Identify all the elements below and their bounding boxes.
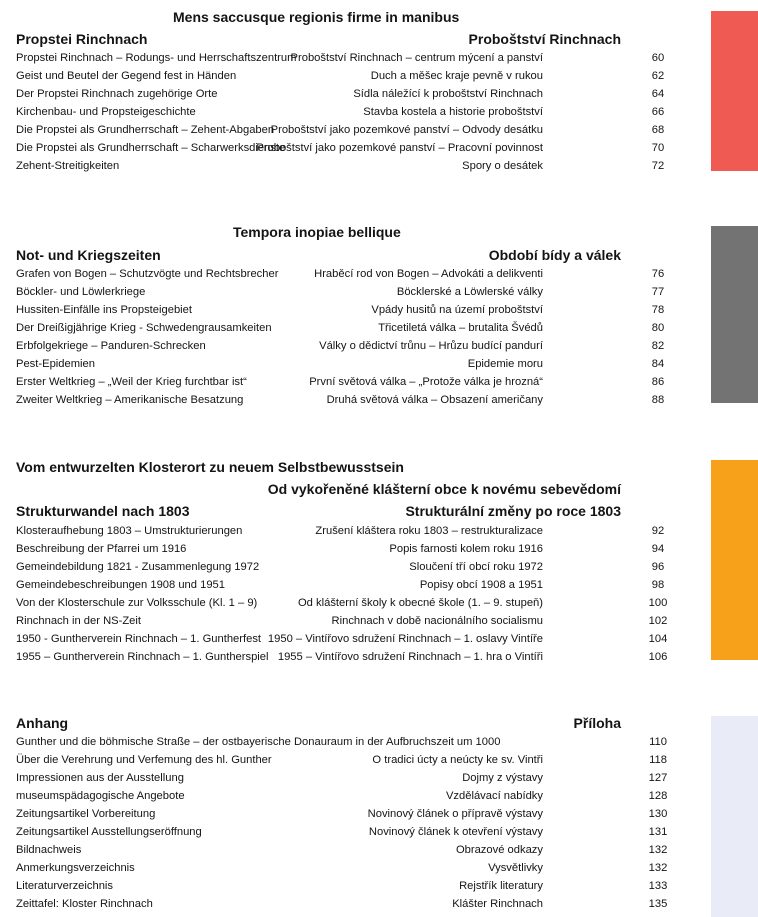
toc-entry-cz: Dojmy z výstavy — [462, 772, 543, 784]
page-number: 104 — [648, 633, 668, 645]
toc-entry-de: Kirchenbau- und Propsteigeschichte — [16, 106, 196, 118]
toc-row[interactable] — [0, 790, 680, 808]
toc-row[interactable] — [0, 106, 680, 124]
toc-row[interactable] — [0, 736, 680, 754]
toc-entry-cz: Rinchnach v době nacionálního socialismu — [331, 615, 543, 627]
toc-entry-cz: Proboštství jako pozemkové panství – Odvody desátku — [270, 124, 543, 136]
toc-row[interactable] — [0, 579, 680, 597]
toc-row[interactable] — [0, 304, 680, 322]
toc-entry-cz: Druhá světová válka – Obsazení američany — [326, 394, 543, 406]
page-number: 76 — [651, 268, 665, 280]
toc-entry-de: Zeitungsartikel Vorbereitung — [16, 808, 156, 820]
toc-entry-de: Die Propstei als Grundherrschaft – Zehent-Abgaben — [16, 124, 275, 136]
toc-entry-cz: Spory o desátek — [462, 160, 543, 172]
section-title-cz: Od vykořeněné klášterní obce k novému sebevědomí — [267, 481, 621, 497]
page-number: 66 — [651, 106, 665, 118]
page-number: 77 — [651, 286, 665, 298]
toc-row[interactable] — [0, 844, 680, 862]
toc-entry-de: Rinchnach in der NS-Zeit — [16, 615, 141, 627]
toc-row[interactable] — [0, 772, 680, 790]
toc-entry-cz: Böcklerské a Löwlerské války — [396, 286, 543, 298]
toc-entry-de: Erster Weltkrieg – „Weil der Krieg furchtbar ist“ — [16, 376, 247, 388]
page-number: 98 — [651, 579, 665, 591]
toc-entry-de: Literaturverzeichnis — [16, 880, 114, 892]
toc-entry-cz: Proboštství jako pozemkové panství – Pracovní povinnost — [256, 142, 543, 154]
toc-entry-de: 1955 – Guntherverein Rinchnach – 1. Guntherspiel — [16, 651, 269, 663]
page-number: 86 — [651, 376, 665, 388]
toc-row[interactable] — [0, 70, 680, 88]
page-number: 96 — [651, 561, 665, 573]
toc-row[interactable] — [0, 394, 680, 412]
toc-entry-de: museumspädagogische Angebote — [16, 790, 185, 802]
toc-row[interactable] — [0, 52, 680, 70]
toc-row[interactable] — [0, 826, 680, 844]
page-number: 60 — [651, 52, 665, 64]
page-number: 131 — [648, 826, 668, 838]
toc-row[interactable] — [0, 615, 680, 633]
section-header-de: Strukturwandel nach 1803 — [16, 503, 190, 519]
page-number: 102 — [648, 615, 668, 627]
toc-entry-de: Zweiter Weltkrieg – Amerikanische Besatzung — [16, 394, 244, 406]
toc-entry-cz: Třicetiletá válka – brutalita Švédů — [378, 322, 543, 334]
toc-row[interactable] — [0, 808, 680, 826]
page-number: 70 — [651, 142, 665, 154]
toc-entry-cz: Obrazové odkazy — [455, 844, 543, 856]
toc-entry-cz: Vysvětlivky — [488, 862, 543, 874]
toc-entry-cz: Popis farnosti kolem roku 1916 — [389, 543, 543, 555]
section-title: Vom entwurzelten Klosterort zu neuem Selbstbewusstsein — [16, 459, 404, 475]
section-color-bar — [711, 11, 758, 171]
section-color-bar — [711, 226, 758, 403]
toc-row[interactable] — [0, 862, 680, 880]
toc-entry-de: Bildnachweis — [16, 844, 82, 856]
toc-entry-cz: Hraběcí rod von Bogen – Advokáti a delikventi — [314, 268, 543, 280]
section-title: Mens saccusque regionis firme in manibus — [173, 9, 460, 25]
section-header-cz: Strukturální změny po roce 1803 — [405, 503, 621, 519]
page-number: 118 — [649, 754, 667, 766]
toc-entry-de: Impressionen aus der Ausstellung — [16, 772, 184, 784]
toc-entry-cz: Rejstřík literatury — [459, 880, 543, 892]
section-header-cz: Proboštství Rinchnach — [468, 31, 621, 47]
toc-entry-cz: Vpády husitů na území proboštství — [371, 304, 543, 316]
toc-row[interactable] — [0, 525, 680, 543]
toc-entry-cz: Novinový článek k otevření výstavy — [368, 826, 543, 838]
toc-entry-de: Geist und Beutel der Gegend fest in Händen — [16, 70, 237, 82]
toc-row[interactable] — [0, 340, 680, 358]
toc-entry-cz: Vzdělávací nabídky — [445, 790, 543, 802]
toc-entry-de: 1950 - Guntherverein Rinchnach – 1. Guntherfest — [16, 633, 262, 645]
toc-entry-de: Gemeindebeschreibungen 1908 und 1951 — [16, 579, 226, 591]
toc-row[interactable] — [0, 633, 680, 651]
toc-entry-de: Zeittafel: Kloster Rinchnach — [16, 898, 153, 910]
page-number: 92 — [651, 525, 665, 537]
section-header-de: Anhang — [16, 715, 69, 731]
toc-entry-de: Erbfolgekriege – Panduren-Schrecken — [16, 340, 206, 352]
toc-entry-de: Die Propstei als Grundherrschaft – Scharwerksdienste — [16, 142, 286, 154]
toc-entry-cz: Popisy obcí 1908 a 1951 — [419, 579, 543, 591]
toc-entry-de: Der Dreißigjährige Krieg - Schwedengrausamkeiten — [16, 322, 272, 334]
toc-row[interactable] — [0, 88, 680, 106]
toc-row[interactable] — [0, 898, 680, 916]
toc-row[interactable] — [0, 124, 680, 142]
toc-row[interactable] — [0, 880, 680, 898]
section-title: Tempora inopiae bellique — [233, 224, 401, 240]
toc-entry-cz: Od klášterní školy k obecné škole (1. – 9. stupeň) — [297, 597, 543, 609]
toc-row[interactable] — [0, 160, 680, 178]
toc-entry-cz: Sídla náležící k proboštství Rinchnach — [353, 88, 543, 100]
toc-row[interactable] — [0, 322, 680, 340]
toc-entry-de: Böckler- und Löwlerkriege — [16, 286, 146, 298]
section-header-de: Not- und Kriegszeiten — [16, 247, 161, 263]
toc-entry-de: Zeitungsartikel Ausstellungseröffnung — [16, 826, 202, 838]
toc-entry-de: Gemeindebildung 1821 - Zusammenlegung 1972 — [16, 561, 260, 573]
toc-row[interactable] — [0, 286, 680, 304]
page-number: 106 — [648, 651, 668, 663]
page-number: 78 — [651, 304, 665, 316]
toc-row[interactable] — [0, 754, 680, 772]
page-number: 128 — [648, 790, 668, 802]
page-number: 80 — [651, 322, 665, 334]
toc-entry-de: Pest-Epidemien — [16, 358, 95, 370]
page-number: 130 — [648, 808, 668, 820]
page-number: 62 — [651, 70, 665, 82]
toc-entry-de: Grafen von Bogen – Schutzvögte und Rechtsbrecher — [16, 268, 279, 280]
toc-row[interactable] — [0, 597, 680, 615]
toc-entry-cz: Proboštství Rinchnach – centrum mýcení a panství — [290, 52, 543, 64]
page-number: 88 — [651, 394, 665, 406]
toc-row[interactable] — [0, 561, 680, 579]
toc-entry-de: Beschreibung der Pfarrei um 1916 — [16, 543, 187, 555]
toc-entry-cz: Války o dědictví trůnu – Hrůzu budící pandurí — [319, 340, 543, 352]
page-number: 132 — [648, 844, 668, 856]
toc-entry-de: Über die Verehrung und Verfemung des hl. Gunther — [16, 754, 272, 766]
toc-entry-de: Von der Klosterschule zur Volksschule (Kl. 1 – 9) — [16, 597, 258, 609]
page-number: 82 — [651, 340, 665, 352]
toc-entry-cz: Klášter Rinchnach — [452, 898, 543, 910]
section-header-cz: Příloha — [573, 715, 621, 731]
section-color-bar — [711, 716, 758, 917]
page-number: 132 — [648, 862, 668, 874]
toc-entry-de: Zehent-Streitigkeiten — [16, 160, 120, 172]
page-number: 110 — [649, 736, 667, 748]
section-header-de: Propstei Rinchnach — [16, 31, 148, 47]
page-number: 64 — [651, 88, 665, 100]
toc-entry-cz: 1955 – Vintířovo sdružení Rinchnach – 1. hra o Vintíři — [277, 651, 543, 663]
toc-row[interactable] — [0, 358, 680, 376]
toc-row[interactable] — [0, 142, 680, 160]
toc-entry-de: Anmerkungsverzeichnis — [16, 862, 135, 874]
page-number: 72 — [651, 160, 665, 172]
toc-entry-de: Gunther und die böhmische Straße – der ostbayerische Donauraum in der Aufbruchszeit um 1000 — [16, 736, 501, 748]
toc-entry-cz: První světová válka – „Protože válka je hrozná“ — [309, 376, 543, 388]
section-color-bar — [711, 460, 758, 660]
toc-entry-cz: Epidemie moru — [467, 358, 543, 370]
toc-entry-cz: Zrušení kláštera roku 1803 – restrukturalizace — [315, 525, 543, 537]
toc-entry-cz: O tradici úcty a neúcty ke sv. Vintři — [372, 754, 543, 766]
section-header-cz: Období bídy a válek — [488, 247, 621, 263]
toc-row[interactable] — [0, 651, 680, 669]
page-number: 94 — [651, 543, 665, 555]
toc-entry-cz: Sloučení tří obcí roku 1972 — [409, 561, 543, 573]
page-number: 100 — [648, 597, 668, 609]
toc-entry-de: Hussiten-Einfälle ins Propsteigebiet — [16, 304, 192, 316]
toc-entry-cz: Stavba kostela a historie proboštství — [363, 106, 543, 118]
toc-entry-de: Klosteraufhebung 1803 – Umstrukturierungen — [16, 525, 243, 537]
page-number: 84 — [651, 358, 665, 370]
page-number: 127 — [648, 772, 668, 784]
toc-row[interactable] — [0, 543, 680, 561]
toc-entry-cz: Novinový článek o přípravě výstavy — [367, 808, 543, 820]
toc-entry-cz: 1950 – Vintířovo sdružení Rinchnach – 1. oslavy Vintíře — [267, 633, 543, 645]
page-number: 135 — [648, 898, 668, 910]
toc-row[interactable] — [0, 268, 680, 286]
toc-entry-de: Der Propstei Rinchnach zugehörige Orte — [16, 88, 218, 100]
toc-entry-cz: Duch a měšec kraje pevně v rukou — [370, 70, 543, 82]
toc-entry-de: Propstei Rinchnach – Rodungs- und Herrschaftszentrum — [16, 52, 297, 64]
page-number: 133 — [648, 880, 668, 892]
page-number: 68 — [651, 124, 665, 136]
toc-row[interactable] — [0, 376, 680, 394]
